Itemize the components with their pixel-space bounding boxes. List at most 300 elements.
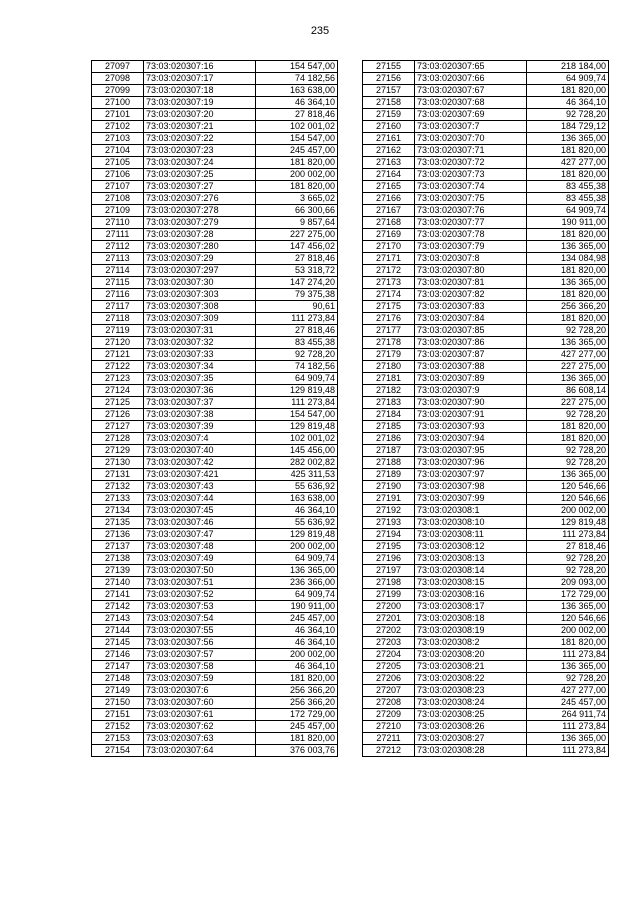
table-row <box>363 145 609 157</box>
row-number-cell: 27169 <box>363 229 415 241</box>
table-row <box>92 433 338 445</box>
row-number-cell: 27186 <box>363 433 415 445</box>
row-number-cell: 27101 <box>92 109 144 121</box>
table-row <box>363 553 609 565</box>
value-cell: 111 273,84 <box>527 529 609 541</box>
row-number-cell: 27109 <box>92 205 144 217</box>
value-cell: 53 318,72 <box>256 265 338 277</box>
row-number-cell: 27185 <box>363 421 415 433</box>
table-row <box>363 637 609 649</box>
cadastral-number-cell: 73:03:020307:23 <box>144 145 256 157</box>
value-cell: 102 001,02 <box>256 121 338 133</box>
table-row <box>363 289 609 301</box>
value-cell: 111 273,84 <box>256 397 338 409</box>
cadastral-number-cell: 73:03:020307:42 <box>144 457 256 469</box>
cadastral-number-cell: 73:03:020307:78 <box>415 229 527 241</box>
table-row <box>92 697 338 709</box>
row-number-cell: 27143 <box>92 613 144 625</box>
cadastral-number-cell: 73:03:020307:54 <box>144 613 256 625</box>
cadastral-number-cell: 73:03:020307:93 <box>415 421 527 433</box>
row-number-cell: 27200 <box>363 601 415 613</box>
value-cell: 427 277,00 <box>527 157 609 169</box>
value-cell: 136 365,00 <box>527 133 609 145</box>
value-cell: 120 546,66 <box>527 613 609 625</box>
row-number-cell: 27098 <box>92 73 144 85</box>
value-cell: 136 365,00 <box>256 565 338 577</box>
cadastral-number-cell: 73:03:020307:55 <box>144 625 256 637</box>
value-cell: 181 820,00 <box>527 85 609 97</box>
row-number-cell: 27118 <box>92 313 144 325</box>
table-row <box>363 433 609 445</box>
table-row <box>363 745 609 757</box>
row-number-cell: 27155 <box>363 61 415 73</box>
row-number-cell: 27205 <box>363 661 415 673</box>
value-cell: 236 366,00 <box>256 577 338 589</box>
table-row <box>363 541 609 553</box>
cadastral-number-cell: 73:03:020307:77 <box>415 217 527 229</box>
row-number-cell: 27133 <box>92 493 144 505</box>
row-number-cell: 27108 <box>92 193 144 205</box>
value-cell: 427 277,00 <box>527 685 609 697</box>
table-row <box>92 337 338 349</box>
table-row <box>92 181 338 193</box>
cadastral-number-cell: 73:03:020307:65 <box>415 61 527 73</box>
table-row <box>92 109 338 121</box>
cadastral-number-cell: 73:03:020307:40 <box>144 445 256 457</box>
cadastral-number-cell: 73:03:020308:12 <box>415 541 527 553</box>
row-number-cell: 27161 <box>363 133 415 145</box>
table-row <box>92 301 338 313</box>
value-cell: 227 275,00 <box>256 229 338 241</box>
table-row <box>92 157 338 169</box>
row-number-cell: 27099 <box>92 85 144 97</box>
table-row <box>92 553 338 565</box>
value-cell: 27 818,46 <box>527 541 609 553</box>
table-row <box>92 469 338 481</box>
cadastral-number-cell: 73:03:020307:57 <box>144 649 256 661</box>
value-cell: 111 273,84 <box>527 721 609 733</box>
value-cell: 181 820,00 <box>256 733 338 745</box>
value-cell: 200 002,00 <box>256 649 338 661</box>
cadastral-number-cell: 73:03:020307:98 <box>415 481 527 493</box>
value-cell: 64 909,74 <box>527 205 609 217</box>
row-number-cell: 27178 <box>363 337 415 349</box>
row-number-cell: 27152 <box>92 721 144 733</box>
value-cell: 111 273,84 <box>256 313 338 325</box>
cadastral-number-cell: 73:03:020307:36 <box>144 385 256 397</box>
table-row <box>92 61 338 73</box>
cadastral-number-cell: 73:03:020308:14 <box>415 565 527 577</box>
value-cell: 425 311,53 <box>256 469 338 481</box>
row-number-cell: 27171 <box>363 253 415 265</box>
value-cell: 184 729,12 <box>527 121 609 133</box>
row-number-cell: 27150 <box>92 697 144 709</box>
table-row <box>363 589 609 601</box>
table-row <box>92 649 338 661</box>
row-number-cell: 27170 <box>363 241 415 253</box>
cadastral-number-cell: 73:03:020307:94 <box>415 433 527 445</box>
value-cell: 92 728,20 <box>527 457 609 469</box>
value-cell: 74 182,56 <box>256 73 338 85</box>
table-row <box>92 277 338 289</box>
cadastral-number-cell: 73:03:020308:23 <box>415 685 527 697</box>
row-number-cell: 27129 <box>92 445 144 457</box>
cadastral-number-cell: 73:03:020308:20 <box>415 649 527 661</box>
table-row <box>92 481 338 493</box>
value-cell: 136 365,00 <box>527 373 609 385</box>
value-cell: 181 820,00 <box>527 169 609 181</box>
value-cell: 83 455,38 <box>527 181 609 193</box>
value-cell: 64 909,74 <box>256 589 338 601</box>
table-row <box>92 517 338 529</box>
table-row <box>363 157 609 169</box>
table-row <box>363 193 609 205</box>
value-cell: 227 275,00 <box>527 361 609 373</box>
cadastral-number-cell: 73:03:020307:73 <box>415 169 527 181</box>
table-row <box>92 541 338 553</box>
row-number-cell: 27211 <box>363 733 415 745</box>
cadastral-number-cell: 73:03:020308:22 <box>415 673 527 685</box>
cadastral-number-cell: 73:03:020308:1 <box>415 505 527 517</box>
row-number-cell: 27141 <box>92 589 144 601</box>
cadastral-number-cell: 73:03:020307:19 <box>144 97 256 109</box>
row-number-cell: 27148 <box>92 673 144 685</box>
row-number-cell: 27106 <box>92 169 144 181</box>
cadastral-number-cell: 73:03:020307:75 <box>415 193 527 205</box>
row-number-cell: 27159 <box>363 109 415 121</box>
table-row <box>92 241 338 253</box>
table-row <box>363 121 609 133</box>
value-cell: 218 184,00 <box>527 61 609 73</box>
cadastral-number-cell: 73:03:020307:25 <box>144 169 256 181</box>
value-cell: 245 457,00 <box>256 145 338 157</box>
row-number-cell: 27121 <box>92 349 144 361</box>
row-number-cell: 27173 <box>363 277 415 289</box>
table-row <box>363 337 609 349</box>
row-number-cell: 27100 <box>92 97 144 109</box>
value-cell: 129 819,48 <box>256 529 338 541</box>
cadastral-number-cell: 73:03:020307:39 <box>144 421 256 433</box>
table-row <box>363 181 609 193</box>
value-cell: 245 457,00 <box>527 697 609 709</box>
value-cell: 92 728,20 <box>527 409 609 421</box>
value-cell: 200 002,00 <box>256 169 338 181</box>
table-row <box>92 601 338 613</box>
row-number-cell: 27172 <box>363 265 415 277</box>
row-number-cell: 27145 <box>92 637 144 649</box>
land-plot-table-left <box>91 60 338 757</box>
value-cell: 190 911,00 <box>527 217 609 229</box>
table-row <box>363 169 609 181</box>
table-row <box>363 625 609 637</box>
table-row <box>363 481 609 493</box>
row-number-cell: 27202 <box>363 625 415 637</box>
table-row <box>363 61 609 73</box>
row-number-cell: 27174 <box>363 289 415 301</box>
row-number-cell: 27146 <box>92 649 144 661</box>
cadastral-number-cell: 73:03:020307:91 <box>415 409 527 421</box>
value-cell: 111 273,84 <box>527 745 609 757</box>
value-cell: 55 636,92 <box>256 481 338 493</box>
cadastral-number-cell: 73:03:020307:51 <box>144 577 256 589</box>
cadastral-number-cell: 73:03:020307:44 <box>144 493 256 505</box>
row-number-cell: 27204 <box>363 649 415 661</box>
table-row <box>92 613 338 625</box>
cadastral-number-cell: 73:03:020307:71 <box>415 145 527 157</box>
value-cell: 3 665,02 <box>256 193 338 205</box>
row-number-cell: 27111 <box>92 229 144 241</box>
cadastral-number-cell: 73:03:020307:37 <box>144 397 256 409</box>
table-row <box>92 73 338 85</box>
row-number-cell: 27136 <box>92 529 144 541</box>
value-cell: 134 084,98 <box>527 253 609 265</box>
value-cell: 74 182,56 <box>256 361 338 373</box>
cadastral-number-cell: 73:03:020308:13 <box>415 553 527 565</box>
row-number-cell: 27179 <box>363 349 415 361</box>
value-cell: 129 819,48 <box>256 421 338 433</box>
table-row <box>363 229 609 241</box>
row-number-cell: 27097 <box>92 61 144 73</box>
row-number-cell: 27206 <box>363 673 415 685</box>
row-number-cell: 27194 <box>363 529 415 541</box>
value-cell: 145 456,00 <box>256 445 338 457</box>
row-number-cell: 27125 <box>92 397 144 409</box>
row-number-cell: 27149 <box>92 685 144 697</box>
table-row <box>92 745 338 757</box>
value-cell: 66 300,66 <box>256 205 338 217</box>
value-cell: 181 820,00 <box>527 229 609 241</box>
value-cell: 129 819,48 <box>256 385 338 397</box>
row-number-cell: 27113 <box>92 253 144 265</box>
row-number-cell: 27199 <box>363 589 415 601</box>
value-cell: 27 818,46 <box>256 253 338 265</box>
value-cell: 136 365,00 <box>527 733 609 745</box>
value-cell: 256 366,20 <box>527 301 609 313</box>
value-cell: 172 729,00 <box>256 709 338 721</box>
cadastral-number-cell: 73:03:020307:72 <box>415 157 527 169</box>
row-number-cell: 27130 <box>92 457 144 469</box>
row-number-cell: 27156 <box>363 73 415 85</box>
cadastral-number-cell: 73:03:020308:27 <box>415 733 527 745</box>
cadastral-number-cell: 73:03:020307:68 <box>415 97 527 109</box>
table-row <box>92 97 338 109</box>
row-number-cell: 27119 <box>92 325 144 337</box>
table-row <box>363 313 609 325</box>
cadastral-number-cell: 73:03:020307:84 <box>415 313 527 325</box>
cadastral-number-cell: 73:03:020307:99 <box>415 493 527 505</box>
row-number-cell: 27131 <box>92 469 144 481</box>
table-row <box>363 649 609 661</box>
row-number-cell: 27177 <box>363 325 415 337</box>
table-row <box>92 589 338 601</box>
cadastral-number-cell: 73:03:020307:9 <box>415 385 527 397</box>
table-row <box>363 469 609 481</box>
row-number-cell: 27175 <box>363 301 415 313</box>
table-row <box>92 325 338 337</box>
cadastral-number-cell: 73:03:020307:35 <box>144 373 256 385</box>
table-row <box>363 409 609 421</box>
table-row <box>363 373 609 385</box>
value-cell: 427 277,00 <box>527 349 609 361</box>
cadastral-number-cell: 73:03:020308:25 <box>415 709 527 721</box>
value-cell: 92 728,20 <box>527 109 609 121</box>
row-number-cell: 27182 <box>363 385 415 397</box>
table-row <box>92 289 338 301</box>
table-row <box>92 685 338 697</box>
cadastral-number-cell: 73:03:020307:20 <box>144 109 256 121</box>
value-cell: 92 728,20 <box>527 553 609 565</box>
value-cell: 55 636,92 <box>256 517 338 529</box>
cadastral-number-cell: 73:03:020307:8 <box>415 253 527 265</box>
cadastral-number-cell: 73:03:020307:87 <box>415 349 527 361</box>
value-cell: 9 857,64 <box>256 217 338 229</box>
cadastral-number-cell: 73:03:020307:49 <box>144 553 256 565</box>
table-row <box>92 361 338 373</box>
cadastral-number-cell: 73:03:020307:24 <box>144 157 256 169</box>
value-cell: 154 547,00 <box>256 133 338 145</box>
row-number-cell: 27192 <box>363 505 415 517</box>
value-cell: 181 820,00 <box>527 637 609 649</box>
table-row <box>363 661 609 673</box>
table-row <box>92 313 338 325</box>
row-number-cell: 27198 <box>363 577 415 589</box>
row-number-cell: 27196 <box>363 553 415 565</box>
cadastral-number-cell: 73:03:020307:82 <box>415 289 527 301</box>
table-row <box>363 505 609 517</box>
cadastral-number-cell: 73:03:020307:79 <box>415 241 527 253</box>
row-number-cell: 27188 <box>363 457 415 469</box>
row-number-cell: 27114 <box>92 265 144 277</box>
table-row <box>92 121 338 133</box>
value-cell: 200 002,00 <box>527 625 609 637</box>
cadastral-number-cell: 73:03:020307:27 <box>144 181 256 193</box>
land-plot-table-right <box>362 60 609 757</box>
row-number-cell: 27105 <box>92 157 144 169</box>
value-cell: 92 728,20 <box>527 445 609 457</box>
page-number: 235 <box>310 25 330 37</box>
cadastral-number-cell: 73:03:020307:47 <box>144 529 256 541</box>
cadastral-number-cell: 73:03:020307:16 <box>144 61 256 73</box>
value-cell: 46 364,10 <box>256 97 338 109</box>
cadastral-number-cell: 73:03:020307:6 <box>144 685 256 697</box>
value-cell: 86 608,14 <box>527 385 609 397</box>
value-cell: 181 820,00 <box>527 313 609 325</box>
value-cell: 209 093,00 <box>527 577 609 589</box>
row-number-cell: 27195 <box>363 541 415 553</box>
table-row <box>92 457 338 469</box>
row-number-cell: 27144 <box>92 625 144 637</box>
value-cell: 181 820,00 <box>527 433 609 445</box>
row-number-cell: 27157 <box>363 85 415 97</box>
value-cell: 136 365,00 <box>527 337 609 349</box>
table-row <box>363 709 609 721</box>
cadastral-number-cell: 73:03:020307:46 <box>144 517 256 529</box>
value-cell: 27 818,46 <box>256 325 338 337</box>
table-row <box>363 361 609 373</box>
row-number-cell: 27153 <box>92 733 144 745</box>
cadastral-number-cell: 73:03:020307:96 <box>415 457 527 469</box>
table-row <box>92 445 338 457</box>
cadastral-number-cell: 73:03:020307:56 <box>144 637 256 649</box>
table-row <box>92 205 338 217</box>
cadastral-number-cell: 73:03:020307:60 <box>144 697 256 709</box>
cadastral-number-cell: 73:03:020308:17 <box>415 601 527 613</box>
cadastral-number-cell: 73:03:020307:32 <box>144 337 256 349</box>
cadastral-number-cell: 73:03:020307:50 <box>144 565 256 577</box>
row-number-cell: 27210 <box>363 721 415 733</box>
row-number-cell: 27112 <box>92 241 144 253</box>
cadastral-number-cell: 73:03:020307:29 <box>144 253 256 265</box>
table-row <box>92 577 338 589</box>
cadastral-number-cell: 73:03:020307:76 <box>415 205 527 217</box>
value-cell: 120 546,66 <box>527 481 609 493</box>
cadastral-number-cell: 73:03:020308:11 <box>415 529 527 541</box>
cadastral-number-cell: 73:03:020307:31 <box>144 325 256 337</box>
value-cell: 200 002,00 <box>256 541 338 553</box>
cadastral-number-cell: 73:03:020307:21 <box>144 121 256 133</box>
value-cell: 27 818,46 <box>256 109 338 121</box>
value-cell: 46 364,10 <box>256 661 338 673</box>
cadastral-number-cell: 73:03:020308:10 <box>415 517 527 529</box>
table-row <box>363 85 609 97</box>
cadastral-number-cell: 73:03:020307:4 <box>144 433 256 445</box>
table-row <box>363 601 609 613</box>
value-cell: 64 909,74 <box>527 73 609 85</box>
value-cell: 181 820,00 <box>527 265 609 277</box>
row-number-cell: 27124 <box>92 385 144 397</box>
value-cell: 181 820,00 <box>527 289 609 301</box>
row-number-cell: 27176 <box>363 313 415 325</box>
row-number-cell: 27126 <box>92 409 144 421</box>
value-cell: 83 455,38 <box>527 193 609 205</box>
row-number-cell: 27168 <box>363 217 415 229</box>
cadastral-number-cell: 73:03:020308:24 <box>415 697 527 709</box>
table-row <box>92 493 338 505</box>
value-cell: 46 364,10 <box>256 625 338 637</box>
cadastral-number-cell: 73:03:020307:66 <box>415 73 527 85</box>
cadastral-number-cell: 73:03:020308:15 <box>415 577 527 589</box>
value-cell: 136 365,00 <box>527 601 609 613</box>
cadastral-number-cell: 73:03:020307:45 <box>144 505 256 517</box>
cadastral-number-cell: 73:03:020307:7 <box>415 121 527 133</box>
cadastral-number-cell: 73:03:020307:70 <box>415 133 527 145</box>
cadastral-number-cell: 73:03:020307:48 <box>144 541 256 553</box>
cadastral-number-cell: 73:03:020307:86 <box>415 337 527 349</box>
cadastral-number-cell: 73:03:020307:74 <box>415 181 527 193</box>
cadastral-number-cell: 73:03:020307:63 <box>144 733 256 745</box>
value-cell: 46 364,10 <box>256 505 338 517</box>
table-row <box>363 457 609 469</box>
cadastral-number-cell: 73:03:020307:18 <box>144 85 256 97</box>
table-row <box>92 529 338 541</box>
row-number-cell: 27203 <box>363 637 415 649</box>
row-number-cell: 27128 <box>92 433 144 445</box>
row-number-cell: 27115 <box>92 277 144 289</box>
value-cell: 46 364,10 <box>527 97 609 109</box>
value-cell: 256 366,20 <box>256 697 338 709</box>
value-cell: 181 820,00 <box>527 421 609 433</box>
cadastral-number-cell: 73:03:020307:38 <box>144 409 256 421</box>
table-row <box>92 229 338 241</box>
row-number-cell: 27110 <box>92 217 144 229</box>
table-row <box>92 253 338 265</box>
table-row <box>363 241 609 253</box>
table-row <box>92 505 338 517</box>
cadastral-number-cell: 73:03:020307:69 <box>415 109 527 121</box>
row-number-cell: 27184 <box>363 409 415 421</box>
row-number-cell: 27212 <box>363 745 415 757</box>
table-row <box>92 625 338 637</box>
